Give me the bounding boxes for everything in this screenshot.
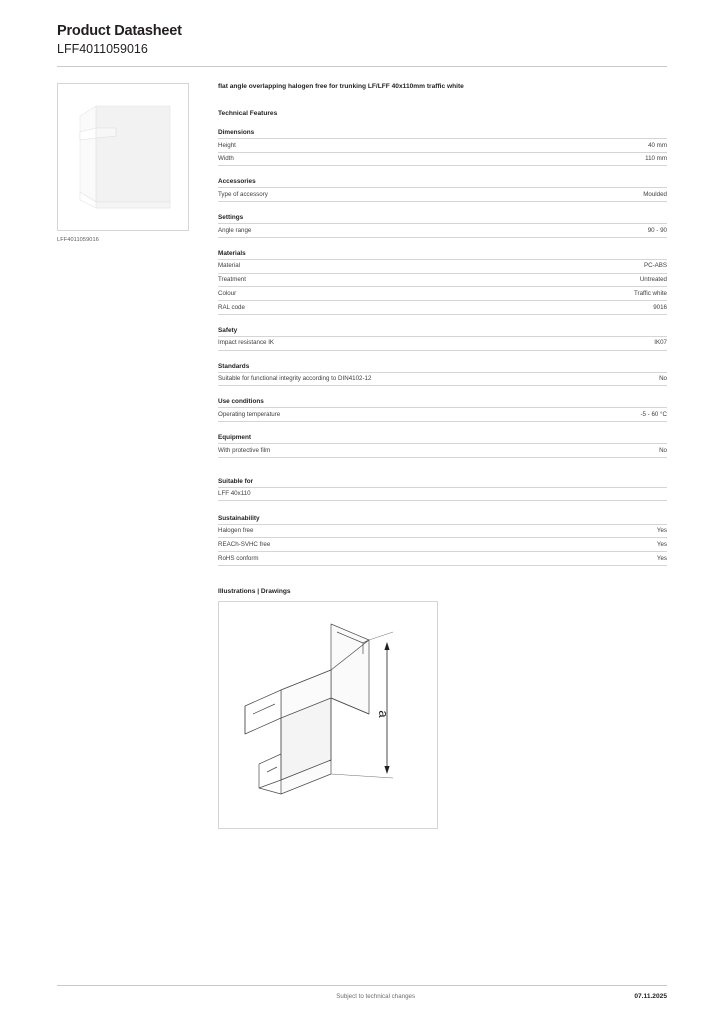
spec-label: Suitable for functional integrity according to DIN4102-12 [218, 375, 372, 383]
product-photo-graphic [58, 84, 188, 230]
dimension-label-a: a [376, 710, 391, 718]
spec-table-use-conditions [218, 407, 667, 422]
spec-value: No [659, 446, 667, 454]
table-row [218, 138, 667, 152]
spec-value: Yes [656, 527, 667, 535]
table-row [218, 336, 667, 350]
spec-value: Yes [656, 541, 667, 549]
spec-label: Type of accessory [218, 191, 268, 198]
table-row [218, 224, 667, 238]
spec-table-standards [218, 372, 667, 387]
spec-value: Yes [656, 554, 667, 562]
spec-value: 40 mm [648, 141, 667, 149]
spec-label: Operating temperature [218, 410, 281, 418]
group-title-use-conditions: Use conditions [218, 398, 264, 406]
page-title: Product Datasheet [57, 23, 182, 39]
spec-table-materials [218, 259, 667, 315]
spec-value: Moulded [643, 191, 667, 198]
spec-label: Treatment [218, 276, 246, 284]
spec-table-equipment [218, 443, 667, 458]
table-row [218, 152, 667, 166]
table-row [218, 273, 667, 287]
page-header [57, 0, 667, 67]
group-title-sustainability: Sustainability [218, 514, 260, 522]
spec-label: Material [218, 262, 241, 270]
spec-label: REACh-SVHC free [218, 541, 271, 549]
technical-features-heading: Technical Features [218, 109, 278, 117]
table-row [218, 408, 667, 422]
spec-value: 9016 [653, 303, 667, 311]
suitable-for-value: LFF 40x110 [218, 487, 667, 501]
spec-value: PC-ABS [643, 262, 667, 270]
product-image-caption: LFF4011059016 [57, 237, 99, 244]
spec-value: IK07 [654, 339, 667, 347]
spec-table-dimensions [218, 138, 667, 166]
spec-label: Halogen free [218, 527, 254, 535]
spec-label: Height [218, 141, 236, 149]
table-row [218, 287, 667, 301]
spec-label: Impact resistance IK [218, 339, 275, 347]
spec-value: Untreated [639, 276, 667, 284]
spec-value: Traffic white [633, 289, 667, 297]
spec-label: Colour [218, 289, 237, 297]
group-title-materials: Materials [218, 249, 246, 257]
spec-value: -5 - 60 °C [640, 410, 667, 418]
spec-label: RoHS conform [218, 554, 259, 562]
technical-drawing [218, 601, 438, 829]
group-title-settings: Settings [218, 214, 244, 222]
spec-table-settings [218, 223, 667, 238]
footer-note: Subject to technical changes [336, 993, 416, 1000]
group-title-standards: Standards [218, 362, 250, 370]
table-row [218, 524, 667, 538]
table-row [218, 552, 667, 566]
group-title-safety: Safety [218, 326, 238, 334]
product-description: flat angle overlapping halogen free for trunking LF/LFF 40x110mm traffic white [218, 83, 464, 91]
table-row [218, 188, 667, 202]
illustrations-heading: Illustrations | Drawings [218, 587, 291, 595]
spec-label: Angle range [218, 226, 252, 234]
spec-table-safety [218, 336, 667, 351]
group-title-dimensions: Dimensions [218, 128, 255, 136]
group-title-suitable-for: Suitable for [218, 477, 254, 485]
specifications-column [202, 83, 667, 829]
group-title-equipment: Equipment [218, 434, 252, 442]
table-row [218, 538, 667, 552]
table-row [218, 372, 667, 386]
spec-label: RAL code [218, 303, 245, 311]
spec-table-sustainability [218, 524, 667, 566]
spec-label: Width [218, 155, 234, 163]
content-area [57, 83, 667, 829]
page-footer [57, 985, 667, 1000]
spec-value: No [659, 375, 667, 383]
product-image [57, 83, 189, 231]
header-divider [57, 66, 667, 67]
group-title-accessories: Accessories [218, 178, 256, 186]
spec-label: With protective film [218, 446, 271, 454]
technical-drawing-graphic [219, 602, 437, 828]
spec-value: 110 mm [645, 155, 667, 163]
table-row [218, 301, 667, 315]
article-number: LFF4011059016 [57, 42, 148, 57]
footer-date: 07.11.2025 [634, 993, 667, 1000]
table-row [218, 444, 667, 458]
spec-value: 90 - 90 [647, 226, 667, 234]
product-image-column [57, 83, 202, 829]
table-row [218, 259, 667, 273]
spec-table-accessories [218, 187, 667, 202]
